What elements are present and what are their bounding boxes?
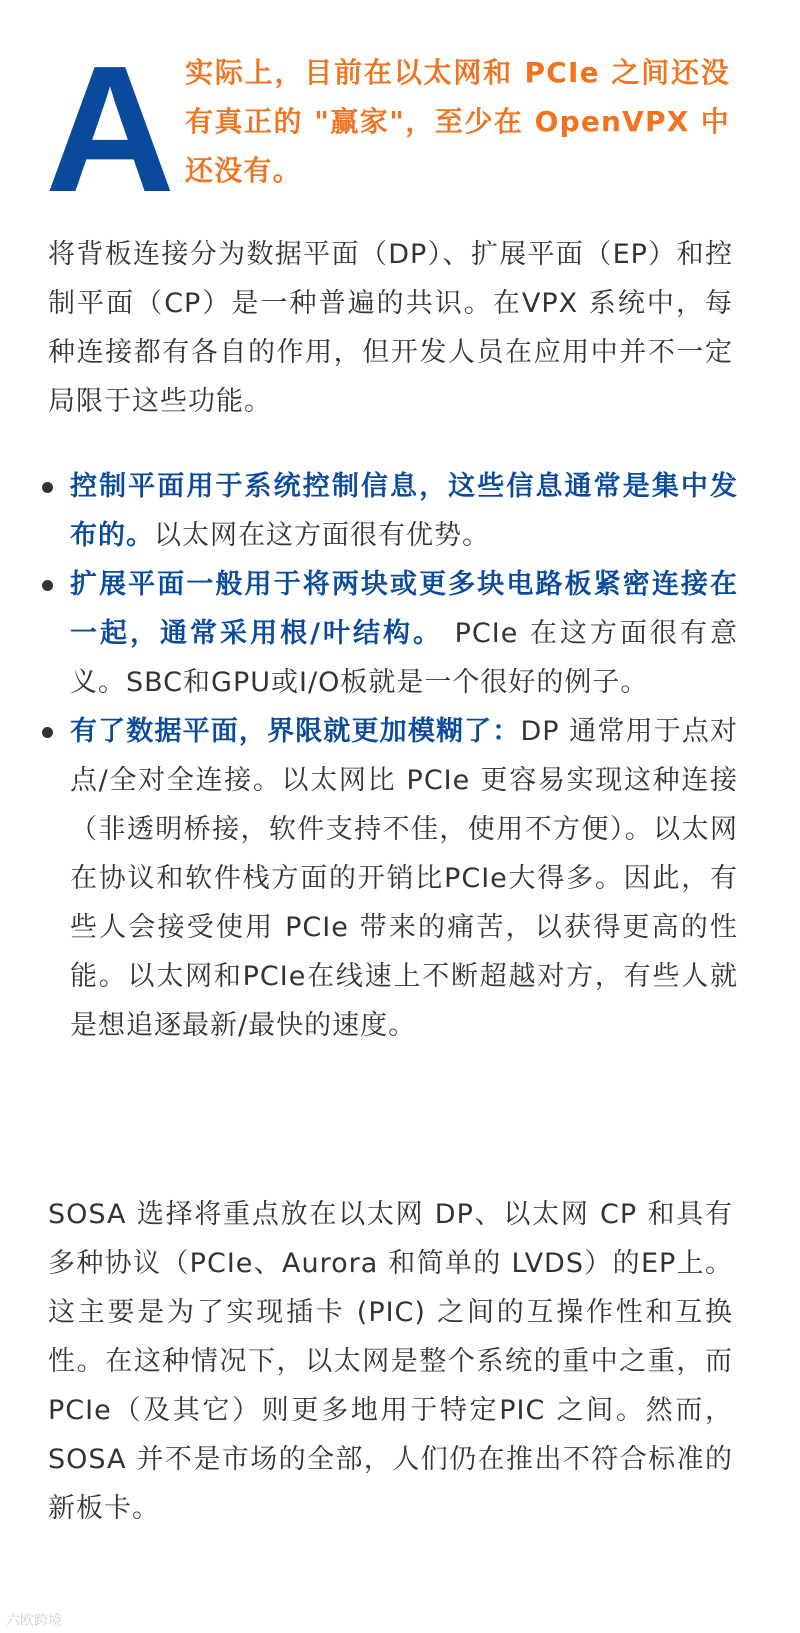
closing-paragraph: SOSA 选择将重点放在以太网 DP、以太网 CP 和具有多种协议（PCIe、Aurora 和简单的 LVDS）的EP上。这主要是为了实现插卡 (PIC) 之间的互操作性和互换性。在这种情况下，以太网是整个系统的重中之重，而 PCIe（及其它）则更多地用于特定PIC 之间。然而，SOSA 并不是市场的全部，人们仍在推出不符合标准的新板卡。	[48, 1199, 733, 1524]
plane-bullet-list	[48, 462, 738, 1050]
list-item	[48, 707, 738, 1050]
bullet-text: 以太网在这方面很有优势。	[154, 520, 490, 551]
intro-paragraph: 将背板连接分为数据平面（DP）、扩展平面（EP）和控制平面（CP）是一种普遍的共识。在VPX 系统中，每种连接都有各自的作用，但开发人员在应用中并不一定局限于这些功能。	[48, 239, 733, 417]
answer-letter: A	[45, 29, 175, 230]
bullet-emphasis: 扩展平面一般用于将两块或更多块电路板紧密连接在一起，通常采用根/叶结构。	[70, 569, 738, 649]
answer-summary: 实际上，目前在以太网和 PCIe 之间还没有真正的 "赢家"，至少在 OpenVPX 中还没有。	[185, 56, 730, 187]
bullet-emphasis: 有了数据平面，界限就更加模糊了：	[70, 716, 521, 747]
bullet-dot-icon	[42, 482, 53, 493]
answer-header	[45, 29, 735, 230]
bullet-text: PCIe 在这方面很有意义。SBC和GPU或I/O板就是一个很好的例子。	[70, 618, 738, 698]
list-item	[48, 462, 738, 560]
bullet-dot-icon	[42, 727, 53, 738]
watermark: 六欧跨境	[6, 1613, 62, 1629]
bullet-emphasis: 控制平面用于系统控制信息，这些信息通常是集中发布的。	[70, 471, 738, 551]
list-item	[48, 560, 738, 707]
bullet-dot-icon	[42, 580, 53, 591]
bullet-text: DP 通常用于点对点/全对全连接。以太网比 PCIe 更容易实现这种连接（非透明桥接，软件支持不佳，使用不方便）。以太网在协议和软件栈方面的开销比PCIe大得多。因此，有些人会接受使用 PCIe 带来的痛苦，以获得更高的性能。以太网和PCIe在线速上不断超越对方，有些人就是想追逐最新/最快的速度。	[70, 716, 739, 1041]
